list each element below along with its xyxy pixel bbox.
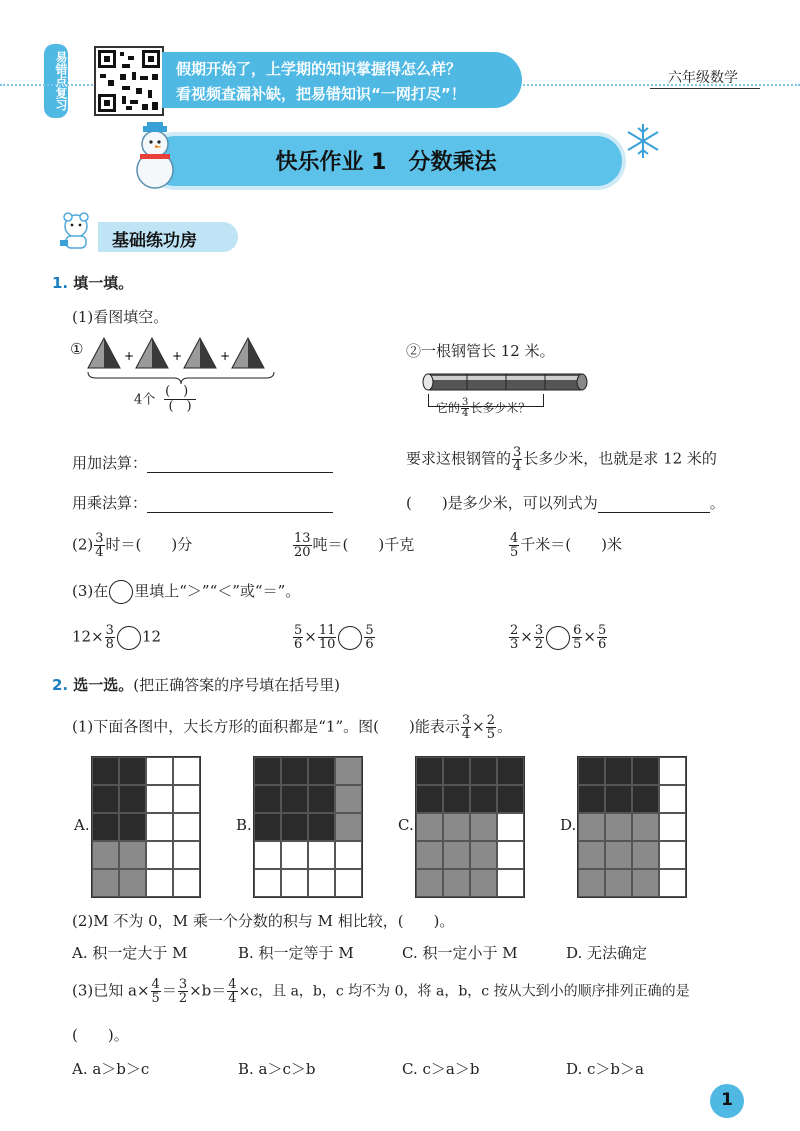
frac-den: 20 — [294, 545, 311, 560]
q2-p1-pre: (1)下面各图中，大长方形的面积都是“1”。图( )能表示 — [72, 717, 460, 736]
q2-p2-option-d[interactable]: D. 无法确定 — [566, 944, 648, 962]
compare-2: $\frac{5}{6}$ × $\frac{11}{10}$ $\frac{5}{6}$ — [294, 623, 374, 652]
q2-p3-option-b[interactable]: B. a＞c＞b — [238, 1060, 316, 1078]
frac-den: 4 — [95, 545, 104, 560]
grid-cell — [497, 869, 524, 897]
blank-fraction[interactable]: $\frac{( )}{( )}$ — [164, 385, 196, 414]
req-fraction — [512, 446, 522, 473]
grid-cell — [254, 841, 281, 869]
grid-cell — [659, 785, 686, 813]
req-blank[interactable]: ( ) — [406, 494, 448, 512]
q2-p2: (2)M 不为 0，M 乘一个分数的积与 M 相比较，( )。 — [72, 912, 455, 930]
mul-answer-line[interactable] — [147, 494, 333, 513]
frac — [534, 624, 544, 651]
grid-cell — [632, 785, 659, 813]
grid-cell — [578, 785, 605, 813]
grid-cell — [416, 785, 443, 813]
grid-cell — [470, 785, 497, 813]
frac — [227, 978, 237, 1005]
grid-cell — [470, 841, 497, 869]
grid-cell — [443, 841, 470, 869]
q2-p2-option-c[interactable]: C. 积一定小于 M — [402, 944, 518, 962]
q1-p3-pre: (3)在 — [72, 582, 109, 600]
frac-num: 3 — [513, 445, 522, 460]
grid-cell — [92, 869, 119, 897]
frac — [509, 624, 519, 651]
frac-num: 2 — [486, 713, 495, 728]
req-pre: 要求这根钢管的 — [406, 449, 512, 468]
grid-a[interactable] — [91, 756, 201, 898]
p2-b-fraction — [293, 532, 312, 559]
q2-p2-option-b[interactable]: B. 积一定等于 M — [238, 944, 354, 962]
grid-c[interactable] — [415, 756, 525, 898]
grid-cell — [254, 869, 281, 897]
frac-num: 11 — [318, 623, 336, 638]
grid-cell — [335, 841, 362, 869]
frac — [318, 624, 337, 651]
grid-cell — [92, 785, 119, 813]
frac-num: 3 — [178, 977, 188, 992]
banner-line-1: 假期开始了，上学期的知识掌握得怎么样？ — [176, 60, 462, 78]
grid-cell — [146, 869, 173, 897]
grid-cell — [119, 757, 146, 785]
grid-cell — [659, 813, 686, 841]
cmp1-fraction — [105, 624, 115, 651]
side-tab: 易错点复习 — [44, 44, 68, 118]
frac-num: 3 — [95, 531, 104, 546]
page-title: 快乐作业 1 分数乘法 — [275, 150, 497, 175]
grid-cell — [335, 785, 362, 813]
grid-cell — [119, 841, 146, 869]
frac-num: 4 — [510, 531, 519, 546]
grid-b[interactable] — [253, 756, 363, 898]
compare-circle-1[interactable] — [117, 626, 141, 650]
grid-cell — [578, 757, 605, 785]
grid-cell — [632, 869, 659, 897]
grid-cell — [632, 813, 659, 841]
frac-den: 3 — [510, 637, 519, 652]
q2-p2-option-a[interactable]: A. 积一定大于 M — [72, 944, 188, 962]
frac — [461, 714, 471, 741]
banner-line-2: 看视频查漏补缺，把易错知识“一网打尽”！ — [176, 85, 466, 103]
grid-cell — [497, 757, 524, 785]
pipe-caption-fraction — [461, 398, 469, 419]
grid-cell — [659, 869, 686, 897]
frac-num: 2 — [510, 623, 519, 638]
grid-cell — [416, 757, 443, 785]
q2-p3-mid2: ×b＝ — [189, 981, 227, 1000]
grid-cell — [281, 813, 308, 841]
cmp1-post: 12 — [141, 627, 162, 646]
mul-label: 用乘法算： — [72, 494, 148, 512]
q2-note: (把正确答案的序号填在括号里) — [133, 676, 340, 694]
frac-den: 2 — [534, 637, 544, 652]
grid-cell — [443, 813, 470, 841]
grid-cell — [497, 785, 524, 813]
request-line-1 — [406, 446, 717, 473]
grid-cell — [173, 869, 200, 897]
grid-cell — [605, 869, 632, 897]
grid-cell — [281, 841, 308, 869]
svg-text:+: + — [172, 349, 183, 363]
frac-den: 6 — [294, 637, 303, 652]
frac — [151, 978, 161, 1005]
q2-p3-option-c[interactable]: C. c＞a＞b — [402, 1060, 480, 1078]
q1-p2-a — [72, 532, 192, 559]
grid-cell — [281, 785, 308, 813]
mul-row — [72, 492, 333, 513]
q2-p3-pre: (3)已知 a× — [72, 981, 150, 1000]
qr-code — [94, 46, 164, 116]
grid-cell — [416, 869, 443, 897]
grid-cell — [92, 757, 119, 785]
grid-cell — [173, 813, 200, 841]
grid-label-d[interactable]: D. — [560, 816, 577, 834]
frac-den: 10 — [318, 637, 336, 652]
frac — [486, 714, 496, 741]
grid-cell — [308, 841, 335, 869]
frac-num: 5 — [365, 623, 374, 638]
p2-c-text: 千米＝( )米 — [520, 535, 622, 554]
grid-cell — [146, 785, 173, 813]
cmp1-pre: 12× — [72, 627, 104, 646]
grade-label: 六年级数学 — [668, 70, 738, 86]
grid-cell — [335, 869, 362, 897]
grid-cell — [578, 813, 605, 841]
frac-den: 4 — [513, 459, 522, 474]
frac — [178, 978, 188, 1005]
grid-cell — [92, 841, 119, 869]
add-label: 用加法算： — [72, 454, 148, 472]
frac-num: 6 — [573, 623, 582, 638]
circle-blank-icon — [109, 580, 133, 604]
bear-icon — [56, 210, 96, 254]
frac-num: 3 — [105, 623, 114, 638]
grid-cell — [146, 813, 173, 841]
p2-c-fraction — [509, 532, 519, 559]
grid-cell — [173, 841, 200, 869]
grid-cell — [119, 869, 146, 897]
grid-cell — [443, 785, 470, 813]
grid-cell — [605, 785, 632, 813]
grid-cell — [254, 785, 281, 813]
grid-cell — [632, 841, 659, 869]
grid-cell — [254, 813, 281, 841]
frac-num: 4 — [151, 977, 160, 992]
compare-1 — [72, 624, 161, 651]
q1-p3 — [72, 580, 300, 604]
q1-p1: (1)看图填空。 — [72, 308, 169, 326]
add-row — [72, 452, 333, 473]
grid-cell — [335, 813, 362, 841]
page-number: 1 — [721, 1090, 733, 1110]
q1-p3-post: 里填上“＞”“＜”或“＝”。 — [134, 582, 301, 600]
svg-text:+: + — [220, 349, 231, 363]
frac-num: 5 — [294, 623, 303, 638]
request-line-2: ( )是多少米，可以列式为 。 — [406, 494, 725, 512]
grid-cell — [605, 813, 632, 841]
compare-circle-3[interactable] — [546, 626, 570, 650]
req-line2-post: 是多少米，可以列式为 — [447, 494, 598, 512]
grid-cell — [470, 813, 497, 841]
q2-number: 2. — [52, 676, 69, 694]
frac — [572, 624, 582, 651]
q2-p3-option-d[interactable]: D. c＞b＞a — [566, 1060, 644, 1078]
frac-num: 3 — [534, 623, 544, 638]
grid-cell — [443, 757, 470, 785]
grid-cell — [443, 869, 470, 897]
svg-text:+: + — [124, 349, 135, 363]
grid-cell — [146, 841, 173, 869]
frac — [293, 624, 303, 651]
frac-den: 6 — [365, 637, 374, 652]
formula-answer-line[interactable] — [598, 494, 710, 513]
grid-cell — [173, 757, 200, 785]
grid-cell — [308, 785, 335, 813]
pipe-caption — [436, 398, 530, 419]
grid-cell — [416, 813, 443, 841]
q1-p2-c — [508, 532, 622, 559]
grid-cell — [470, 869, 497, 897]
grid-d[interactable] — [577, 756, 687, 898]
frac-den: 4 — [461, 727, 471, 742]
grid-cell — [119, 813, 146, 841]
frac-den: 4 — [462, 408, 469, 419]
grid-cell — [605, 757, 632, 785]
grade-label-rule — [650, 88, 760, 89]
pipe-caption-pre: 它的 — [436, 401, 461, 415]
grid-cell — [416, 841, 443, 869]
grid-cell — [146, 757, 173, 785]
q1-p1a-label: ① — [70, 340, 84, 358]
grid-cell — [92, 813, 119, 841]
frac — [364, 624, 374, 651]
q2-title: 选一选。 — [73, 676, 134, 694]
grid-cell — [308, 869, 335, 897]
count-label: 4个 — [134, 392, 156, 408]
grid-label-c[interactable]: C. — [398, 816, 414, 834]
frac-num: 5 — [598, 623, 607, 638]
frac-den: 4 — [228, 991, 237, 1006]
p2-a-text: 时＝( )分 — [105, 535, 193, 554]
q2-p3-line2: ( )。 — [72, 1026, 129, 1044]
q1-p1b: ②一根钢管长 12 米。 — [406, 342, 555, 360]
section-title: 基础练功房 — [112, 231, 197, 251]
frac-den: 6 — [598, 637, 607, 652]
grid-label-b[interactable]: B. — [236, 816, 252, 834]
grid-cell — [605, 841, 632, 869]
grid-cell — [578, 841, 605, 869]
q1-p2-label: (2) — [72, 535, 94, 554]
frac-num: 3 — [461, 713, 471, 728]
grid-cell — [281, 757, 308, 785]
add-answer-line[interactable] — [147, 454, 333, 473]
grid-cell — [497, 813, 524, 841]
grid-cell — [578, 869, 605, 897]
q2-heading — [52, 674, 340, 695]
grid-cell — [308, 757, 335, 785]
compare-circle-2[interactable] — [338, 626, 362, 650]
frac-num: 4 — [228, 977, 237, 992]
frac-num: 3 — [462, 397, 469, 408]
q2-p3-post: ×c，且 a，b，c 均不为 0，将 a，b，c 按从大到小的顺序排列正确的是 — [238, 983, 690, 1000]
frac-den: 5 — [573, 637, 582, 652]
grid-cell — [173, 785, 200, 813]
frac-den: 2 — [178, 991, 188, 1006]
frac-den: 5 — [510, 545, 519, 560]
pipe-caption-post: 长多少米？ — [470, 401, 531, 415]
frac-den: 5 — [151, 991, 160, 1006]
grid-cell — [659, 757, 686, 785]
frac-num: 13 — [294, 531, 311, 546]
grid-cell — [254, 757, 281, 785]
frac-den: 8 — [105, 637, 114, 652]
req-post: 长多少米，也就是求 12 米的 — [523, 449, 717, 468]
q1-title: 填一填。 — [73, 274, 134, 292]
grid-cell — [281, 869, 308, 897]
q1-number: 1. — [52, 274, 69, 292]
count-expression — [134, 385, 197, 414]
grid-label-a[interactable]: A. — [74, 816, 90, 834]
snowflake-icon — [624, 122, 662, 164]
grid-cell — [659, 841, 686, 869]
q2-p1: (1)下面各图中，大长方形的面积都是“1”。图( )能表示 $\frac{3}{4}$ × $\frac{2}{5}$ 。 — [72, 713, 512, 742]
grid-cell — [470, 757, 497, 785]
p2-b-text: 吨＝( )千克 — [312, 535, 415, 554]
q2-p3-option-a[interactable]: A. a＞b＞c — [72, 1060, 150, 1078]
compare-3: $\frac{2}{3}$ × $\frac{3}{2}$ $\frac{6}{5}$ × $\frac{5}{6}$ — [510, 623, 607, 652]
grid-cell — [335, 757, 362, 785]
q2-p3-mid1: ＝ — [161, 981, 177, 1000]
p2-a-fraction — [94, 532, 104, 559]
grid-cell — [497, 841, 524, 869]
frac-den: 5 — [486, 727, 495, 742]
grid-cell — [119, 785, 146, 813]
grid-cell — [308, 813, 335, 841]
q1-p2-b — [292, 532, 414, 559]
q2-p3 — [72, 978, 690, 1005]
grid-cell — [632, 757, 659, 785]
frac — [597, 624, 607, 651]
q1-heading — [52, 272, 133, 293]
